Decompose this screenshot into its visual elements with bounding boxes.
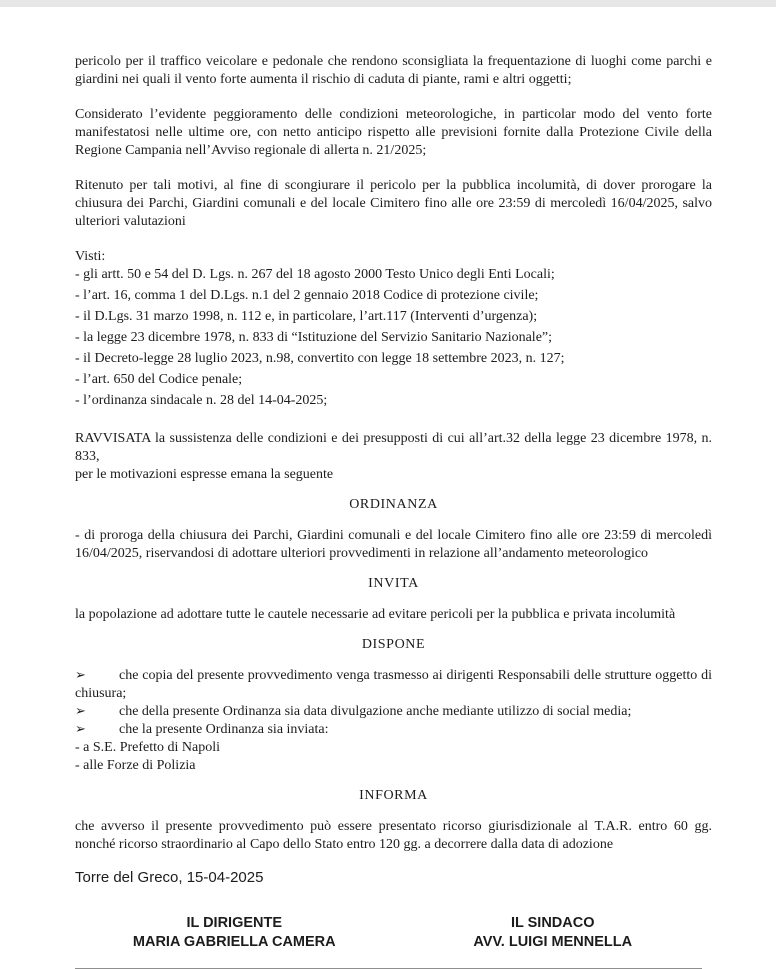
place-date-line: Torre del Greco, 15-04-2025 [75,869,264,886]
signature-sindaco [394,914,713,952]
signature-block [75,914,712,952]
document-body [0,7,776,969]
dispone-item [75,721,712,739]
ritenuto-paragraph: Ritenuto per tali motivi, al fine di scongiurare il pericolo per la pubblica incolumità, di dover prorogare la chiusura dei Parchi, Giardini comunali e del locale Cimitero fino alle ore 23:59 di mercoledì 16/04/2025, salvo ulteriori valutazioni [75,178,712,229]
signature-dirigente [75,914,394,952]
informa-paragraph: che avverso il presente provvedimento può essere presentato ricorso giurisdizionale al T.A.R. entro 60 gg. nonché ricorso straordinario al Capo dello Stato entro 120 gg. a decorrere dalla data di adozione [75,819,712,852]
dispone-item-text: che copia del presente provvedimento venga trasmesso ai dirigenti Responsabili delle strutture oggetto di chiusura; [75,668,712,701]
photo-edge-bar [0,0,776,7]
dispone-item-text: che della presente Ordinanza sia data divulgazione anche mediante utilizzo di social media; [119,704,632,719]
signature-role: IL DIRIGENTE [186,915,283,931]
considerato-paragraph: Considerato l’evidente peggioramento delle condizioni meteorologiche, in particolar modo del vento forte manifestatosi nelle ultime ore, con netto anticipo rispetto alle previsioni fornite dalla Protezione Civile della Regione Campania nell’Avviso regionale di allerta n. 21/2025; [75,107,712,158]
visti-item: - il D.Lgs. 31 marzo 1998, n. 112 e, in particolare, l’art.117 (Interventi d’urgenza); [75,309,538,324]
dispone-item [75,667,712,703]
dispone-item [75,703,712,721]
ravvisata-paragraph [75,430,712,484]
dispone-subitem: - a S.E. Prefetto di Napoli [75,740,221,755]
visti-section [75,248,712,410]
visti-item: - il Decreto-legge 28 luglio 2023, n.98, convertito con legge 18 settembre 2023, n. 127; [75,351,565,366]
heading-invita: INVITA [368,576,419,591]
heading-informa: INFORMA [359,788,428,803]
visti-item: - l’art. 650 del Codice penale; [75,372,243,387]
heading-dispone: DISPONE [361,637,426,652]
heading-ordinanza: ORDINANZA [349,497,438,512]
ravvisata-tail: per le motivazioni espresse emana la seguente [75,467,334,482]
invita-paragraph: la popolazione ad adottare tutte le cautele necessarie ad evitare pericoli per la pubblica e privata incolumità [75,607,676,622]
ravvisata-text: RAVVISATA la sussistenza delle condizioni e dei presupposti di cui all’art.32 della legge 23 dicembre 1978, n. 833, [75,431,712,464]
signature-name: MARIA GABRIELLA CAMERA [132,934,336,950]
dispone-item-text: che la presente Ordinanza sia inviata: [119,722,329,737]
arrowhead-bullet-icon: ➢ [75,668,86,683]
arrowhead-bullet-icon: ➢ [75,722,86,737]
signature-role: IL SINDACO [510,915,595,931]
visti-item: - la legge 23 dicembre 1978, n. 833 di “Istituzione del Servizio Sanitario Nazionale”; [75,330,553,345]
arrowhead-bullet-icon: ➢ [75,704,86,719]
dispone-subitem: - alle Forze di Polizia [75,758,196,773]
visti-item: - l’ordinanza sindacale n. 28 del 14-04-2025; [75,393,328,408]
dispone-list [75,667,712,775]
signature-name: AVV. LUIGI MENNELLA [473,934,633,950]
visti-label: Visti: [75,249,106,264]
visti-item: - l’art. 16, comma 1 del D.Lgs. n.1 del 2 gennaio 2018 Codice di protezione civile; [75,288,539,303]
intro-paragraph: pericolo per il traffico veicolare e pedonale che rendono sconsigliata la frequentazione di luoghi come parchi e giardini nei quali il vento forte aumenta il rischio di caduta di piante, rami e altri oggetti; [75,54,712,87]
visti-item: - gli artt. 50 e 54 del D. Lgs. n. 267 del 18 agosto 2000 Testo Unico degli Enti Locali; [75,267,555,282]
ordinanza-paragraph: - di proroga della chiusura dei Parchi, Giardini comunali e del locale Cimitero fino alle ore 23:59 di mercoledì 16/04/2025, riservandosi di adottare ulteriori provvedimenti in relazione all’andamento meteorologico [75,528,712,561]
